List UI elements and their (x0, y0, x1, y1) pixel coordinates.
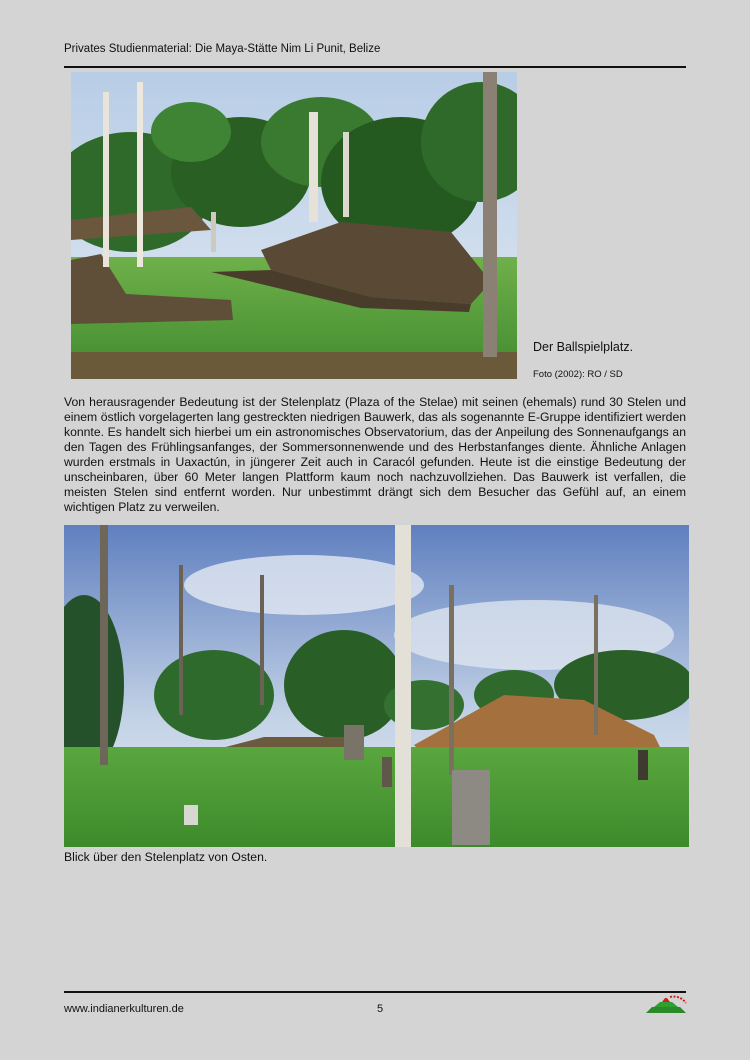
ballcourt-photo (71, 72, 517, 379)
header-rule (64, 66, 686, 68)
stelae-plaza-caption: Blick über den Stelenplatz von Osten. (64, 850, 268, 864)
footer-url[interactable]: www.indianerkulturen.de (64, 1003, 184, 1015)
header-title: Privates Studienmaterial: Die Maya-Stätte Nim Li Punit, Belize (64, 43, 381, 55)
ballcourt-photo-credit: Foto (2002): RO / SD (533, 369, 623, 380)
footer-rule (64, 991, 686, 993)
ballcourt-caption: Der Ballspielplatz. (533, 340, 634, 354)
stelae-plaza-photo (64, 525, 689, 847)
indianerkulturen-logo-icon (644, 993, 688, 1015)
body-paragraph: Von herausragender Bedeutung ist der Stelenplatz (Plaza of the Stelae) mit seinen (ehemals) rund 30 Stelen und einem östlich vorgelagerten lang gestreckten niedrigen Bauwerk, das als sogenannte E-Gruppe identifiziert werden konnte. Es handelt sich hierbei um ein astronomisches Observatorium, das der Anpeilung des Sonnenaufgangs an den Tagen des Frühlingsanfanges, der Sommersonnenwende und des Herbstanfanges diente. Ähnliche Anlagen wurden erstmals in Uaxactún, in jüngerer Zeit auch in Caracól gefunden. Heute ist die einstige Bedeutung der unscheinbaren, über 60 Meter langen Plattform kaum noch nachzuvollziehen. Das Bauwerk ist verfallen, die meisten Stelen sind entfernt worden. Nur unbestimmt drängt sich dem Besucher das Gefühl auf, an einem wichtigen Platz zu verweilen. (64, 395, 686, 514)
page-number: 5 (377, 1003, 384, 1015)
